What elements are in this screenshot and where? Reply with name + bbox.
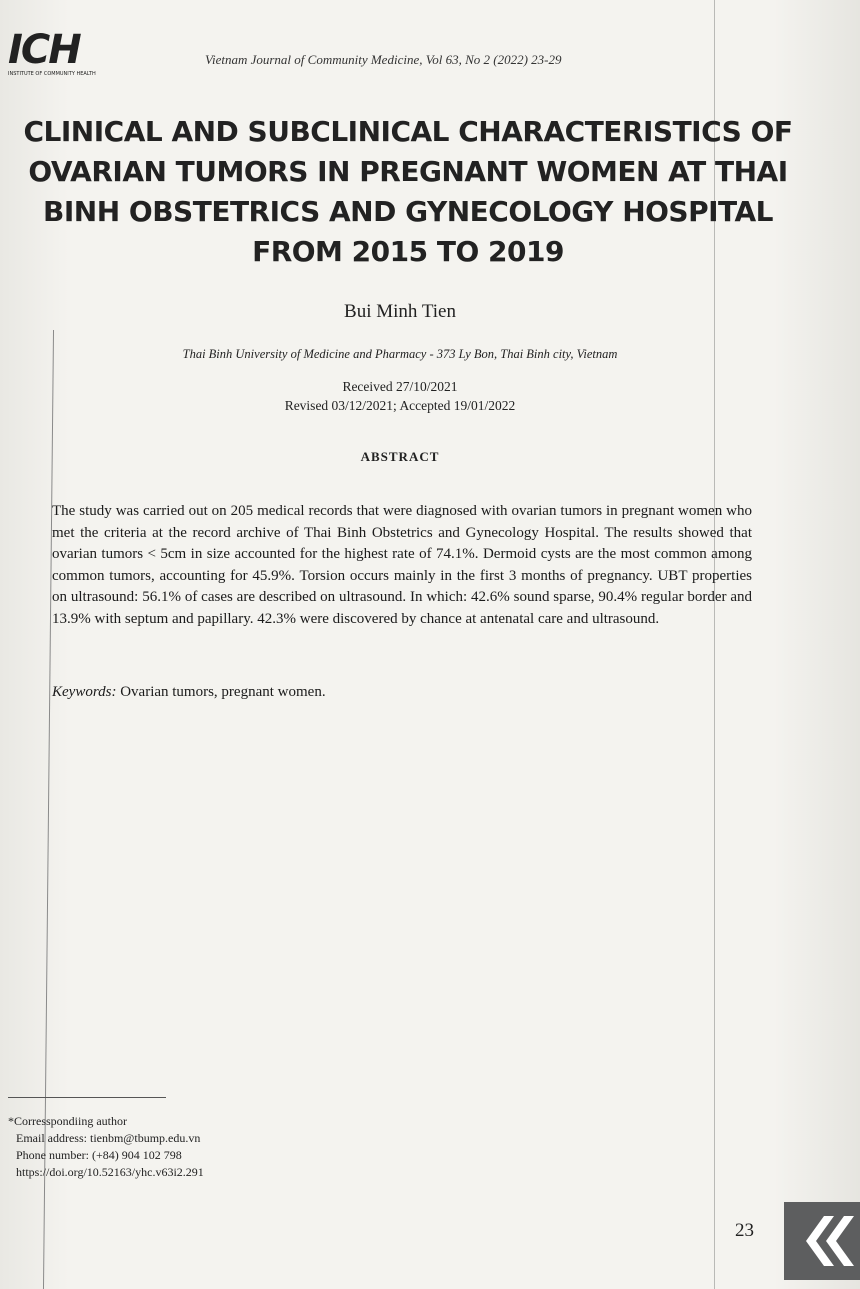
footnotes bbox=[8, 1113, 204, 1181]
article-title bbox=[18, 112, 798, 272]
phone-note: Phone number: (+84) 904 102 798 bbox=[16, 1148, 182, 1162]
corresponding-author-note: *Corresspondiing author bbox=[8, 1114, 127, 1128]
logo-caption: INSTITUTE OF COMMUNITY HEALTH bbox=[8, 71, 96, 77]
title-line: CLINICAL AND SUBCLINICAL CHARACTERISTICS OF bbox=[23, 115, 793, 148]
page-tab-decoration bbox=[784, 1202, 860, 1280]
email-note: Email address: tienbm@tbump.edu.vn bbox=[16, 1131, 201, 1145]
title-line: FROM 2015 TO 2019 bbox=[252, 235, 564, 268]
keywords-list: Ovarian tumors, pregnant women. bbox=[120, 684, 326, 700]
doi-link[interactable]: https://doi.org/10.52163/yhc.v63i2.291 bbox=[16, 1165, 204, 1179]
received-date: Received 27/10/2021 bbox=[342, 379, 458, 394]
keywords bbox=[52, 684, 326, 701]
page-number: 23 bbox=[735, 1220, 754, 1241]
title-line: BINH OBSTETRICS AND GYNECOLOGY HOSPITAL bbox=[43, 195, 773, 228]
keywords-label: Keywords: bbox=[52, 684, 117, 700]
revised-accepted-date: Revised 03/12/2021; Accepted 19/01/2022 bbox=[284, 398, 516, 413]
journal-logo bbox=[8, 27, 100, 80]
abstract-heading: ABSTRACT bbox=[360, 449, 440, 464]
author-name: Bui Minh Tien bbox=[344, 301, 456, 322]
abstract-body: The study was carried out on 205 medical records that were diagnosed with ovarian tumors in pregnant women who met the criteria at the record archive of Thai Binh Obstetrics and Gynecology Hospital. The results showed that ovarian tumors < 5cm in size accounted for the highest rate of 74.1%. Dermoid cysts are the most common among common tumors, accounting for 45.9%. Torsion occurs mainly in the first 3 months of pregnancy. UBT properties on ultrasound: 56.1% of cases are described on ultrasound. In which: 42.6% sound sparse, 90.4% regular border and 13.9% with septum and papillary. 42.3% were discovered by chance at antenatal care and ultrasound. bbox=[52, 503, 752, 627]
double-chevron-left-icon bbox=[784, 1202, 860, 1280]
footnote-divider bbox=[8, 1097, 166, 1098]
article-dates bbox=[0, 377, 800, 415]
title-line: OVARIAN TUMORS IN PREGNANT WOMEN AT THAI bbox=[28, 155, 788, 188]
author-affiliation: Thai Binh University of Medicine and Pharmacy - 373 Ly Bon, Thai Binh city, Vietnam bbox=[182, 347, 618, 361]
journal-reference: Vietnam Journal of Community Medicine, Vol 63, No 2 (2022) 23-29 bbox=[205, 52, 562, 67]
logo-mark: ICH bbox=[8, 27, 80, 73]
